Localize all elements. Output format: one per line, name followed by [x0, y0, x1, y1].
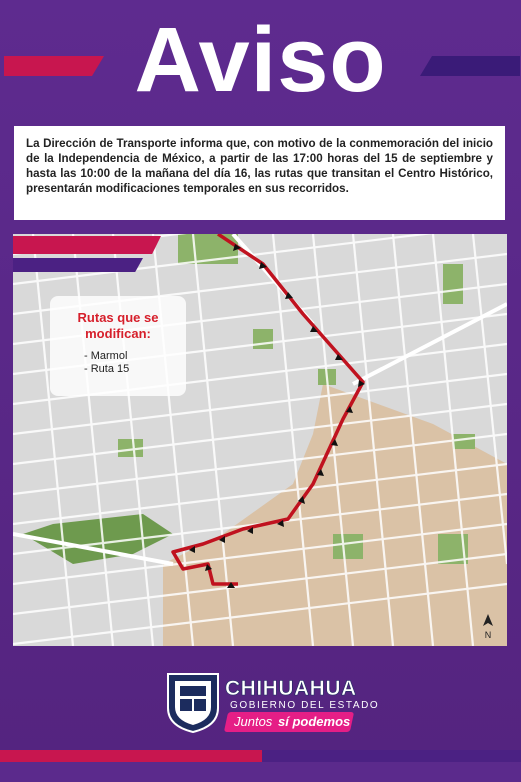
map-accent-magenta — [13, 236, 161, 254]
map-accent-purple — [13, 258, 143, 272]
logo-slogan-podemos: sí podemos — [278, 714, 351, 729]
routes-card — [50, 296, 186, 396]
logo-slogan — [224, 712, 354, 732]
footer-accent-purple — [262, 750, 521, 762]
logo-slogan-juntos: Juntos — [234, 714, 273, 729]
route-item: - Ruta 15 — [84, 363, 130, 375]
route-item: - Marmol — [84, 350, 128, 362]
footer-band — [0, 762, 521, 782]
logo-gobierno: GOBIERNO DEL ESTADO — [230, 700, 380, 711]
north-label: N — [484, 630, 492, 640]
routes-title: Rutas que se modifican: — [77, 310, 159, 341]
park — [443, 264, 463, 304]
page-title: Aviso — [134, 9, 387, 111]
park — [253, 329, 273, 349]
notice-text: La Dirección de Transporte informa que, con motivo de la conmemoración del inicio de la Independencia de México, a partir de las 17:00 horas del 15 de septiembre y hasta las 10:00 de la mañana del día 16, las rutas que transitan el Centro Histórico, presentarán modificaciones temporales en sus recorridos. — [14, 126, 505, 220]
north-arrow-icon — [480, 614, 496, 640]
routes-list — [84, 350, 129, 376]
footer-accent-magenta — [0, 750, 265, 762]
park — [453, 434, 475, 449]
state-shield-icon — [164, 670, 222, 734]
park — [333, 534, 363, 559]
logo-chihuahua: CHIHUAHUA — [225, 677, 357, 700]
